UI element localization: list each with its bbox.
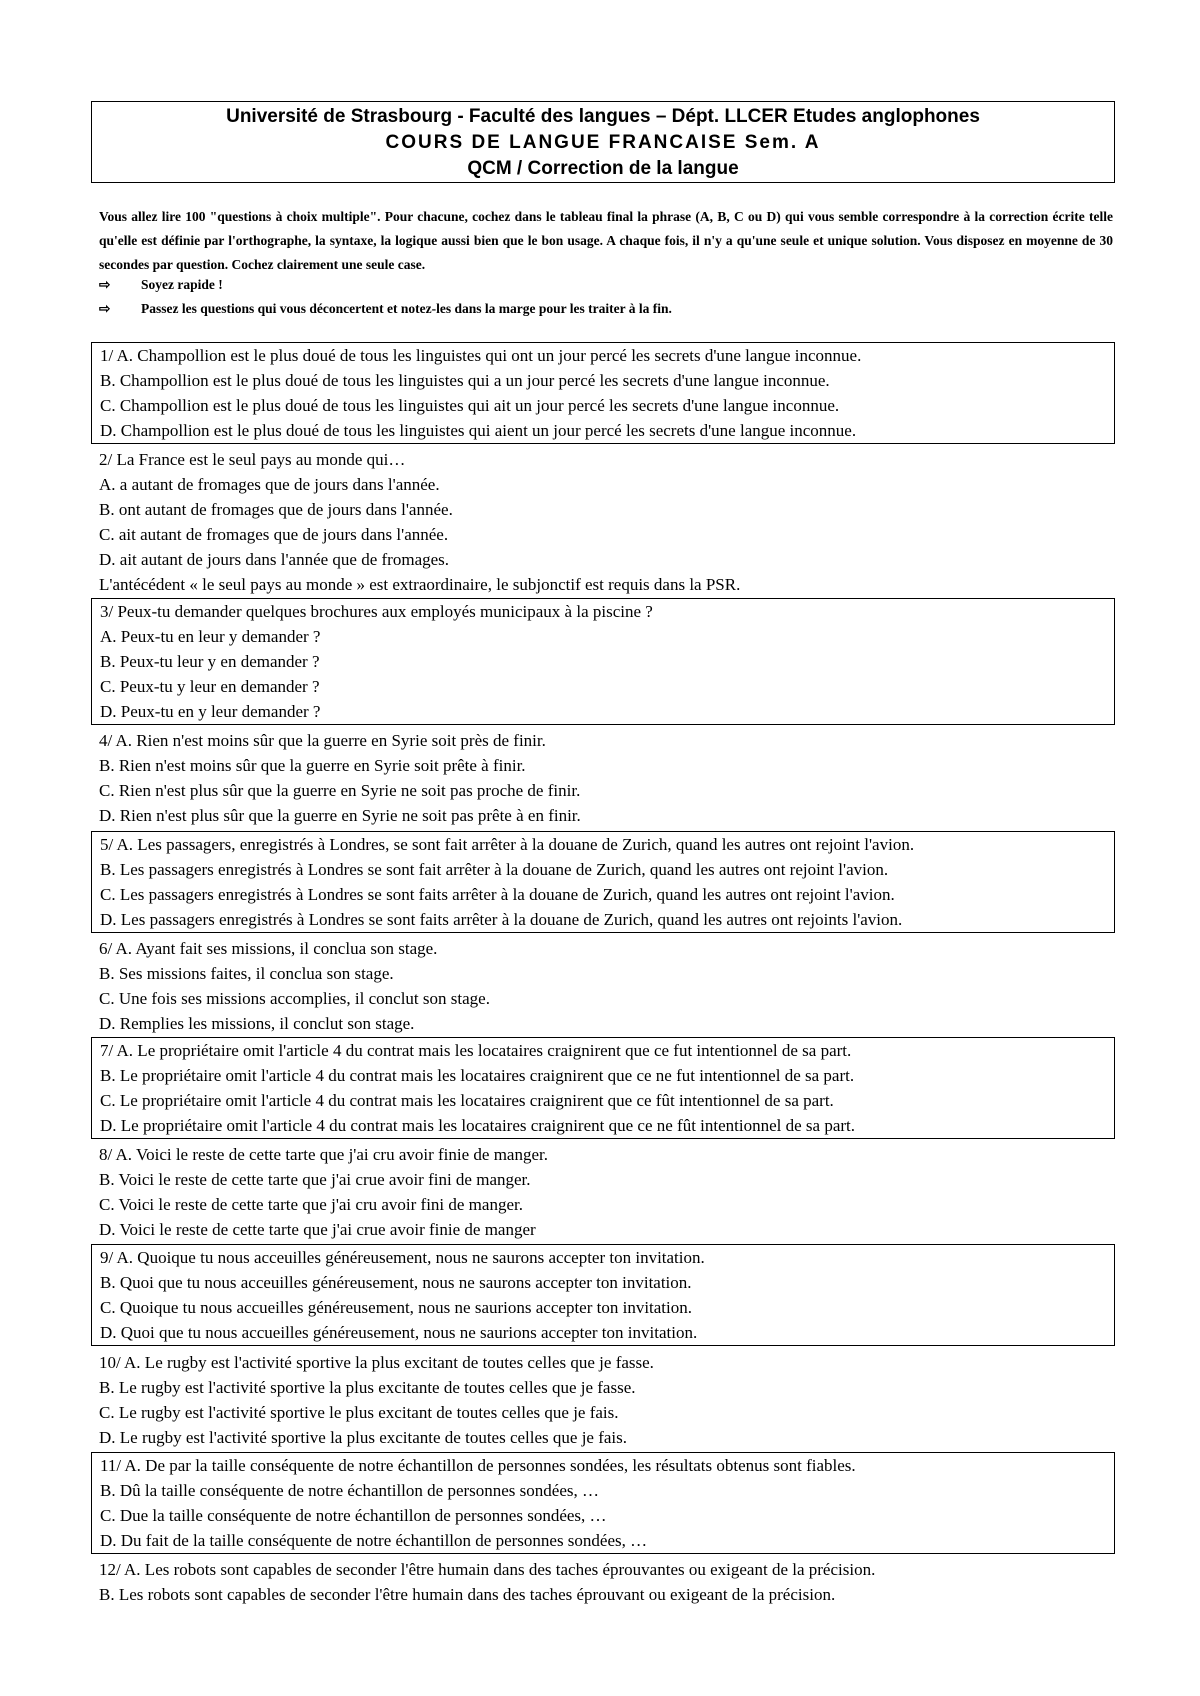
answer-option: D. Quoi que tu nous accueilles généreusement, nous ne saurions accepter ton invitation.: [100, 1323, 698, 1342]
answer-option: D. Remplies les missions, il conclut son stage.: [99, 1014, 415, 1033]
answer-option: B. Dû la taille conséquente de notre échantillon de personnes sondées, …: [100, 1481, 599, 1500]
answer-option: D. Du fait de la taille conséquente de notre échantillon de personnes sondées, …: [100, 1531, 648, 1550]
question-line: 8/ A. Voici le reste de cette tarte que j'ai cru avoir finie de manger.: [99, 1145, 548, 1164]
answer-option: B. Les passagers enregistrés à Londres se sont fait arrêter à la douane de Zurich, quand les autres ont rejoint l'avion.: [100, 860, 889, 879]
university-title: Université de Strasbourg - Faculté des langues – Dépt. LLCER Etudes anglophones: [226, 106, 980, 127]
answer-option: C. ait autant de fromages que de jours dans l'année.: [99, 525, 449, 544]
answer-option: B. Les robots sont capables de seconder l'être humain dans des taches éprouvant ou exigeant de la précision.: [99, 1585, 836, 1604]
question-block: [91, 728, 1115, 828]
question-line: 10/ A. Le rugby est l'activité sportive la plus excitant de toutes celles que je fasse.: [99, 1353, 654, 1372]
answer-option: D. Les passagers enregistrés à Londres se sont faits arrêter à la douane de Zurich, quand les autres ont rejoints l'avion.: [100, 910, 903, 929]
answer-option: B. Peux-tu leur y en demander ?: [100, 652, 320, 671]
answer-option: C. Peux-tu y leur en demander ?: [100, 677, 320, 696]
question-block: [91, 936, 1115, 1036]
answer-option: D. Le rugby est l'activité sportive la plus excitante de toutes celles que je fais.: [99, 1428, 628, 1447]
answer-option: B. Voici le reste de cette tarte que j'ai crue avoir fini de manger.: [99, 1170, 531, 1189]
answer-option: C. Le propriétaire omit l'article 4 du contrat mais les locataires craignirent que ce fût intentionnel de sa part.: [100, 1091, 834, 1110]
question-line: 7/ A. Le propriétaire omit l'article 4 du contrat mais les locataires craignirent que ce fut intentionnel de sa part.: [100, 1041, 852, 1060]
bullet-text: Soyez rapide !: [141, 277, 223, 292]
answer-option: A. Peux-tu en leur y demander ?: [100, 627, 321, 646]
question-block: [91, 1557, 1115, 1607]
answer-option: B. Champollion est le plus doué de tous les linguistes qui a un jour percé les secrets d'une langue inconnue.: [100, 371, 830, 390]
question-block: [91, 342, 1115, 444]
question-line: 5/ A. Les passagers, enregistrés à Londres, se sont fait arrêter à la douane de Zurich, quand les autres ont rejoint l'avion.: [100, 835, 915, 854]
title-box: [91, 101, 1115, 183]
answer-option: B. Le rugby est l'activité sportive la plus excitante de toutes celles que je fasse.: [99, 1378, 636, 1397]
answer-option: D. ait autant de jours dans l'année que de fromages.: [99, 550, 450, 569]
instructions-paragraph: Vous allez lire 100 "questions à choix multiple". Pour chacune, cochez dans le tableau final la phrase (A, B, C ou D) qui vous semble correspondre à la correction écrite telle qu'elle est définie par l'orthographe, la syntaxe, la logique aussi bien que le bon usage. A chaque fois, il n'y a qu'une seule et unique solution. Vous disposez en moyenne de 30 secondes par question. Cochez clairement une seule case.: [99, 209, 1113, 272]
answer-option: C. Une fois ses missions accomplies, il conclut son stage.: [99, 989, 490, 1008]
document-title: QCM / Correction de la langue: [467, 158, 739, 179]
question-block: [91, 1244, 1115, 1346]
answer-option: C. Quoique tu nous accueilles généreusement, nous ne saurions accepter ton invitation.: [100, 1298, 693, 1317]
answer-option: D. Rien n'est plus sûr que la guerre en Syrie ne soit pas prête à en finir.: [99, 806, 581, 825]
answer-option: A. a autant de fromages que de jours dans l'année.: [99, 475, 440, 494]
question-line: 6/ A. Ayant fait ses missions, il conclua son stage.: [99, 939, 438, 958]
question-block: [91, 447, 1115, 597]
question-line: 1/ A. Champollion est le plus doué de tous les linguistes qui ont un jour percé les secrets d'une langue inconnue.: [100, 346, 862, 365]
question-line: 3/ Peux-tu demander quelques brochures aux employés municipaux à la piscine ?: [100, 602, 653, 621]
answer-option: B. Rien n'est moins sûr que la guerre en Syrie soit prête à finir.: [99, 756, 526, 775]
answer-option: C. Due la taille conséquente de notre échantillon de personnes sondées, …: [100, 1506, 607, 1525]
answer-option: C. Rien n'est plus sûr que la guerre en Syrie ne soit pas proche de finir.: [99, 781, 581, 800]
question-block: [91, 1142, 1115, 1242]
question-block: [91, 598, 1115, 725]
question-line: 12/ A. Les robots sont capables de seconder l'être humain dans des taches éprouvantes ou exigeant de la précision.: [99, 1560, 876, 1579]
answer-option: B. Quoi que tu nous acceuilles généreusement, nous ne saurons accepter ton invitation.: [100, 1273, 692, 1292]
answer-option: C. Les passagers enregistrés à Londres se sont faits arrêter à la douane de Zurich, quand les autres ont rejoint l'avion.: [100, 885, 895, 904]
explanation-note: L'antécédent « le seul pays au monde » est extraordinaire, le subjonctif est requis dans la PSR.: [99, 575, 741, 594]
question-line: 4/ A. Rien n'est moins sûr que la guerre en Syrie soit près de finir.: [99, 731, 546, 750]
question-line: 11/ A. De par la taille conséquente de notre échantillon de personnes sondées, les résultats obtenus sont fiables.: [100, 1456, 856, 1475]
question-line: 9/ A. Quoique tu nous acceuilles généreusement, nous ne saurons accepter ton invitation.: [100, 1248, 705, 1267]
answer-option: C. Le rugby est l'activité sportive le plus excitant de toutes celles que je fais.: [99, 1403, 619, 1422]
answer-option: C. Champollion est le plus doué de tous les linguistes qui ait un jour percé les secrets d'une langue inconnue.: [100, 396, 840, 415]
answer-option: B. ont autant de fromages que de jours dans l'année.: [99, 500, 453, 519]
question-block: [91, 1452, 1115, 1554]
question-block: [91, 1350, 1115, 1450]
right-arrow-icon: ⇨: [99, 277, 111, 292]
bullet-text: Passez les questions qui vous déconcertent et notez-les dans la marge pour les traiter à la fin.: [141, 301, 672, 316]
answer-option: C. Voici le reste de cette tarte que j'ai cru avoir fini de manger.: [99, 1195, 523, 1214]
instructions: [99, 205, 1113, 277]
answer-option: B. Ses missions faites, il conclua son stage.: [99, 964, 394, 983]
question-block: [91, 1037, 1115, 1139]
answer-option: D. Champollion est le plus doué de tous les linguistes qui aient un jour percé les secrets d'une langue inconnue.: [100, 421, 857, 440]
answer-option: B. Le propriétaire omit l'article 4 du contrat mais les locataires craignirent que ce ne fut intentionnel de sa part.: [100, 1066, 855, 1085]
question-block: [91, 831, 1115, 933]
answer-option: D. Le propriétaire omit l'article 4 du contrat mais les locataires craignirent que ce ne fût intentionnel de sa part.: [100, 1116, 856, 1135]
answer-option: D. Voici le reste de cette tarte que j'ai crue avoir finie de manger: [99, 1220, 536, 1239]
course-title: COURS DE LANGUE FRANCAISE Sem. A: [385, 132, 821, 153]
right-arrow-icon: ⇨: [99, 301, 111, 316]
answer-option: D. Peux-tu en y leur demander ?: [100, 702, 321, 721]
question-line: 2/ La France est le seul pays au monde qui…: [99, 450, 406, 469]
